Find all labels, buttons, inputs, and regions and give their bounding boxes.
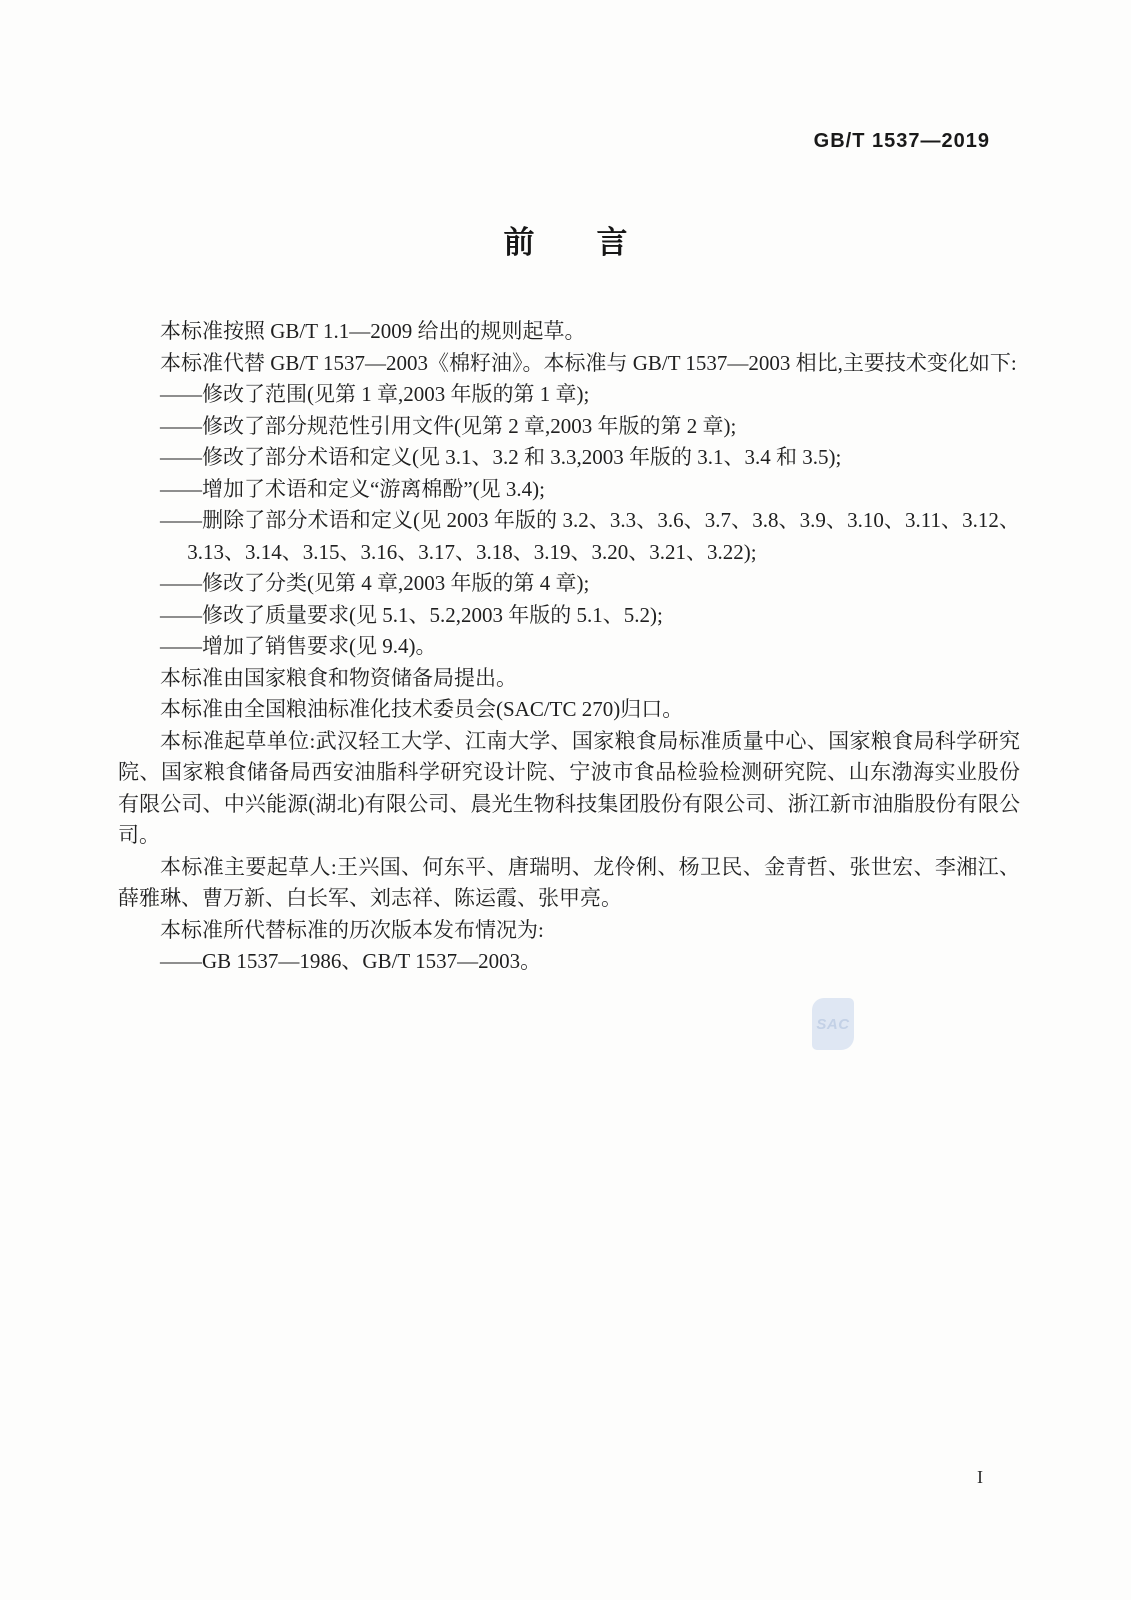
paragraph-list: ——GB 1537—1986、GB/T 1537—2003。 [160,949,542,973]
paragraph-list: ——修改了质量要求(见 5.1、5.2,2003 年版的 5.1、5.2); [160,602,663,627]
paragraph-list: ——修改了范围(见第 1 章,2003 年版的第 1 章); [160,382,590,406]
paragraph-indent: 本标准主要起草人:王兴国、何东平、唐瑞明、龙伶俐、杨卫民、金青哲、张世宏、李湘江、薛雅琳、曹万新、白长军、刘志祥、陈运霞、张甲亮。 [118,854,1020,910]
paragraph-indent: 本标准起草单位:武汉轻工大学、江南大学、国家粮食局标准质量中心、国家粮食局科学研究院、国家粮食储备局西安油脂科学研究设计院、宁波市食品检验检测研究院、山东渤海实业股份有限公司、中兴能源(湖北)有限公司、晨光生物科技集团股份有限公司、浙江新市油脂股份有限公司。 [118,728,1020,847]
paragraph-indent: 本标准由国家粮食和物资储备局提出。 [160,665,517,690]
sac-watermark-logo: SAC [812,998,854,1050]
paragraph-list: ——修改了部分规范性引用文件(见第 2 章,2003 年版的第 2 章); [160,413,737,438]
paragraph-indent: 本标准由全国粮油标准化技术委员会(SAC/TC 270)归口。 [160,697,684,721]
paragraph-indent: 本标准按照 GB/T 1.1—2009 给出的规则起草。 [160,319,586,343]
paragraph-list: ——修改了分类(见第 4 章,2003 年版的第 4 章); [160,571,590,595]
page-number: I [977,1467,983,1487]
paragraph-list: ——修改了部分术语和定义(见 3.1、3.2 和 3.3,2003 年版的 3.1、3.4 和 3.5); [160,445,842,469]
standard-code: GB/T 1537—2019 [813,130,990,152]
paragraph-list: ——删除了部分术语和定义(见 2003 年版的 3.2、3.3、3.6、3.7、3.8、3.9、3.10、3.11、3.12、3.13、3.14、3.15、3.16、3.17、3.18、3.19、3.20、3.21、3.22); [160,508,1020,564]
document-body [118,316,1020,978]
page-title: 前 言 [503,225,628,260]
paragraph-list: ——增加了术语和定义“游离棉酚”(见 3.4); [160,476,545,501]
paragraph-indent: 本标准代替 GB/T 1537—2003《棉籽油》。本标准与 GB/T 1537—2003 相比,主要技术变化如下: [160,350,1017,375]
paragraph-list: ——增加了销售要求(见 9.4)。 [160,634,437,658]
paragraph-indent: 本标准所代替标准的历次版本发布情况为: [160,917,544,942]
